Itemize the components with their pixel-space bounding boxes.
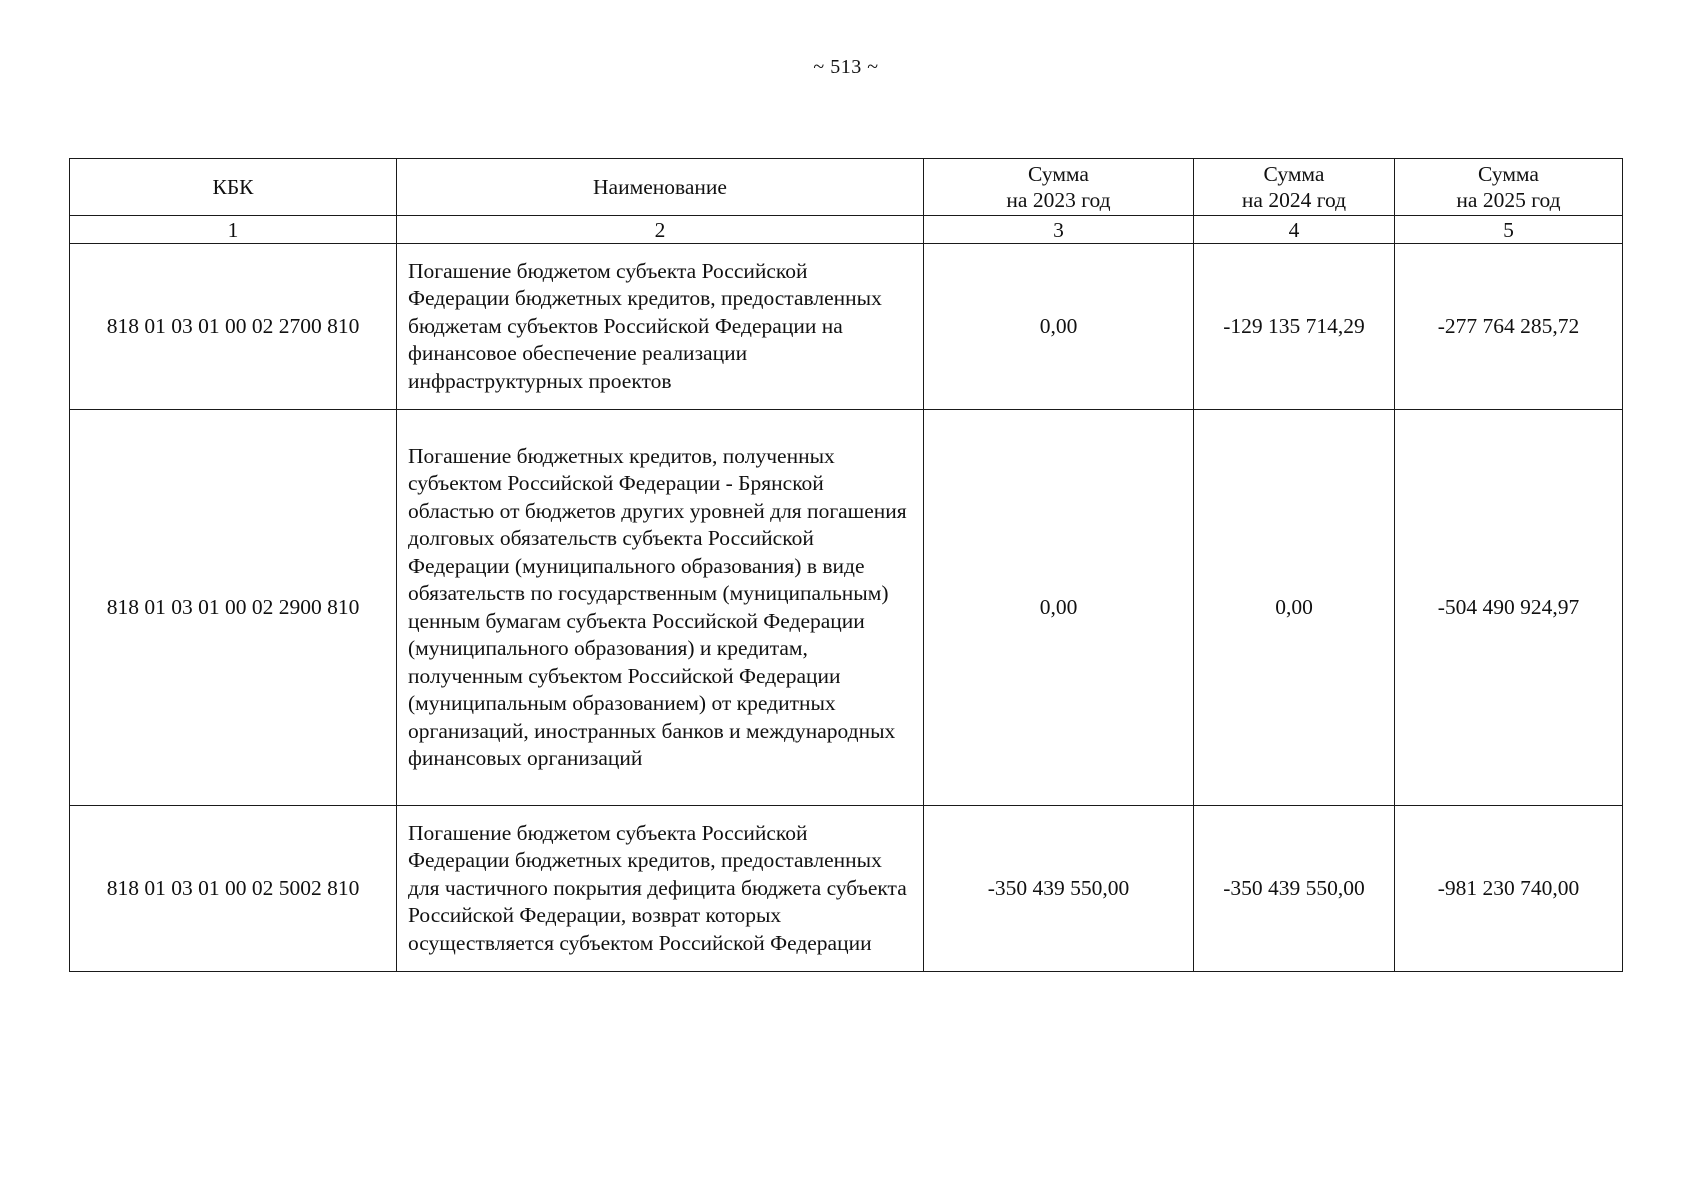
header-sum-2025-line2: на 2025 год [1456, 188, 1561, 212]
name-cell: Погашение бюджетом субъекта Российской Федерации бюджетных кредитов, предоставленных для частичного покрытия дефицита бюджета субъекта Российской Федерации, возврат которых осуществляется субъектом Российской Федерации [397, 806, 924, 972]
name-cell: Погашение бюджетных кредитов, полученных субъектом Российской Федерации - Брянской областью от бюджетов других уровней для погашения долговых обязательств субъекта Российской Федерации (муниципального образования) в виде обязательств по государственным (муниципальным) ценным бумагам субъекта Российской Федерации (муниципального образования) и кредитам, полученным субъектом Российской Федерации (муниципальным образованием) от кредитных организаций, иностранных банков и международных финансовых организаций [397, 410, 924, 806]
header-sum-2023-line2: на 2023 год [1006, 188, 1111, 212]
sum-2023-cell: -350 439 550,00 [924, 806, 1194, 972]
sum-2024-cell: -350 439 550,00 [1194, 806, 1395, 972]
kbk-cell: 818 01 03 01 00 02 5002 810 [70, 806, 397, 972]
header-sum-2023 [924, 159, 1194, 216]
header-sum-2024 [1194, 159, 1395, 216]
table-row [70, 410, 1623, 806]
sum-2023-cell: 0,00 [924, 244, 1194, 410]
table-row [70, 806, 1623, 972]
table-header-row [70, 159, 1623, 216]
column-number: 5 [1395, 216, 1623, 244]
name-cell: Погашение бюджетом субъекта Российской Федерации бюджетных кредитов, предоставленных бюджетам субъектов Российской Федерации на финансовое обеспечение реализации инфраструктурных проектов [397, 244, 924, 410]
sum-2025-cell: -981 230 740,00 [1395, 806, 1623, 972]
sum-2025-cell: -277 764 285,72 [1395, 244, 1623, 410]
sum-2024-cell: 0,00 [1194, 410, 1395, 806]
sum-2023-cell: 0,00 [924, 410, 1194, 806]
budget-table [69, 158, 1623, 972]
header-kbk: КБК [70, 159, 397, 216]
header-name: Наименование [397, 159, 924, 216]
column-number: 2 [397, 216, 924, 244]
sum-2024-cell: -129 135 714,29 [1194, 244, 1395, 410]
column-number-row [70, 216, 1623, 244]
kbk-cell: 818 01 03 01 00 02 2700 810 [70, 244, 397, 410]
sum-2025-cell: -504 490 924,97 [1395, 410, 1623, 806]
column-number: 3 [924, 216, 1194, 244]
header-sum-2024-line1: Сумма [1263, 162, 1325, 186]
kbk-cell: 818 01 03 01 00 02 2900 810 [70, 410, 397, 806]
header-sum-2025 [1395, 159, 1623, 216]
table-row [70, 244, 1623, 410]
column-number: 1 [70, 216, 397, 244]
header-sum-2023-line1: Сумма [1028, 162, 1089, 186]
page-number: ~ 513 ~ [813, 56, 879, 78]
column-number: 4 [1194, 216, 1395, 244]
header-sum-2024-line2: на 2024 год [1241, 188, 1347, 212]
header-sum-2025-line1: Сумма [1478, 162, 1539, 186]
